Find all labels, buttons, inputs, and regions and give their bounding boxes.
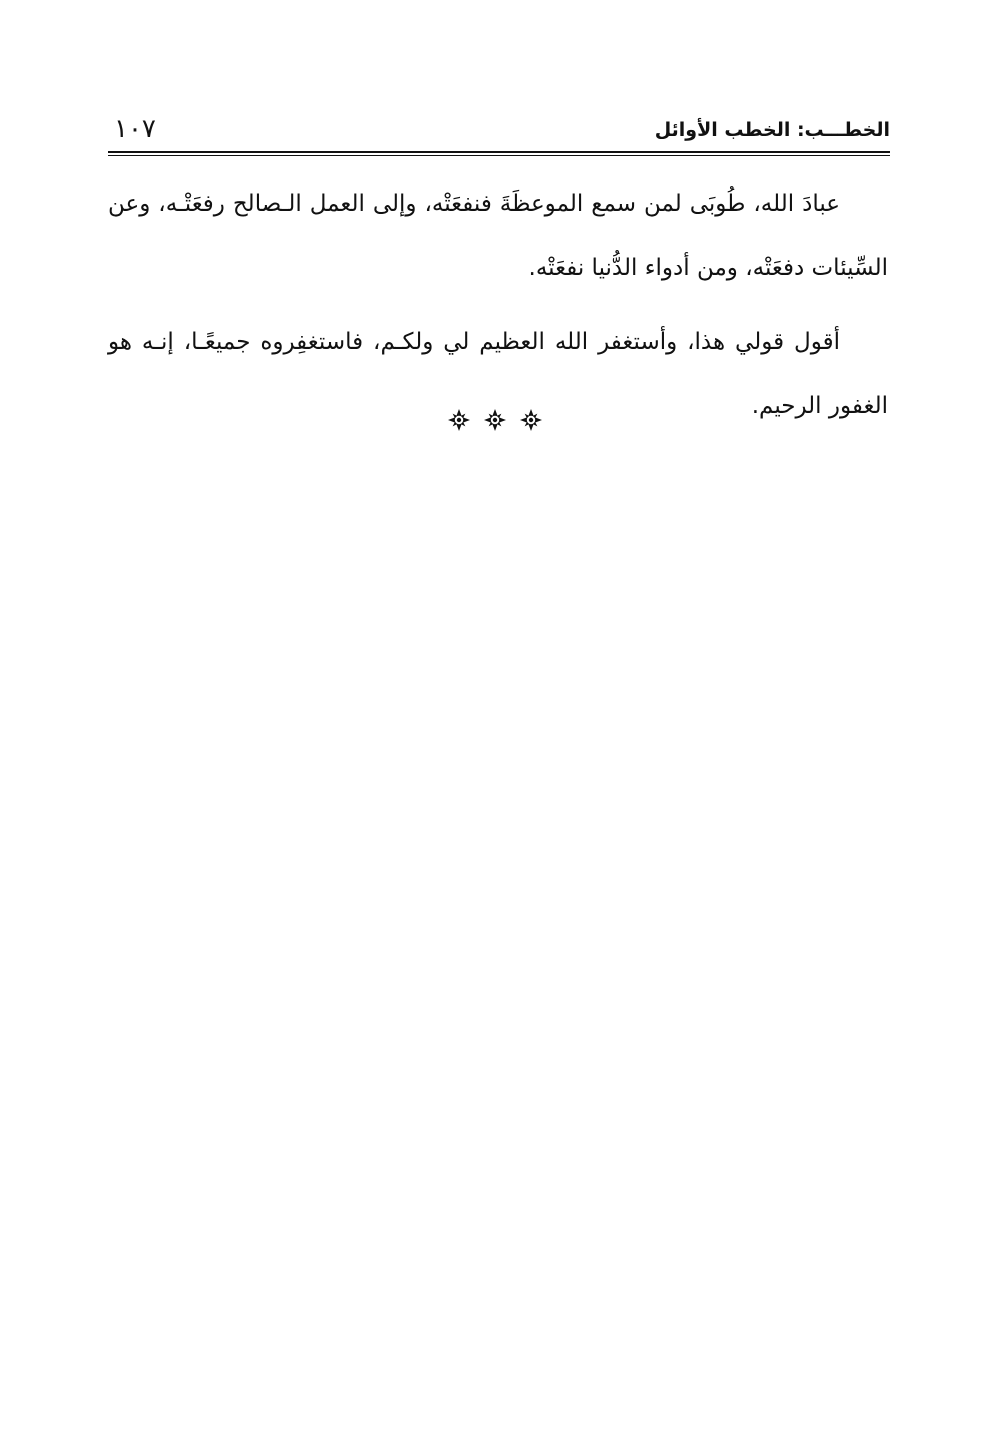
running-head [108, 112, 890, 152]
star-flower-ornament-icon [519, 408, 543, 432]
running-head-title: الخطـــب: الخطب الأوائل [654, 119, 890, 141]
star-flower-ornament-icon [447, 408, 471, 432]
header-rule-thin [108, 155, 890, 156]
section-end-ornaments [0, 408, 990, 432]
paragraph: أقول قولي هذا، وأستغفر الله العظيم لي ولكـم، فاستغفِروه جميعًـا، إنـه هو الغفور الرحيم. [108, 329, 888, 419]
main-text [108, 172, 888, 438]
paragraph: عبادَ الله، طُوبَى لمن سمع الموعظَةَ فنفعَتْه، وإلى العمل الـصالح رفعَتْـه، وعن السِّيئات دفعَتْه، ومن أدواء الدُّنيا نفعَتْه. [108, 191, 888, 281]
star-flower-ornament-icon [483, 408, 507, 432]
page-number: ١٠٧ [114, 114, 156, 144]
header-rule-thick [108, 151, 890, 153]
